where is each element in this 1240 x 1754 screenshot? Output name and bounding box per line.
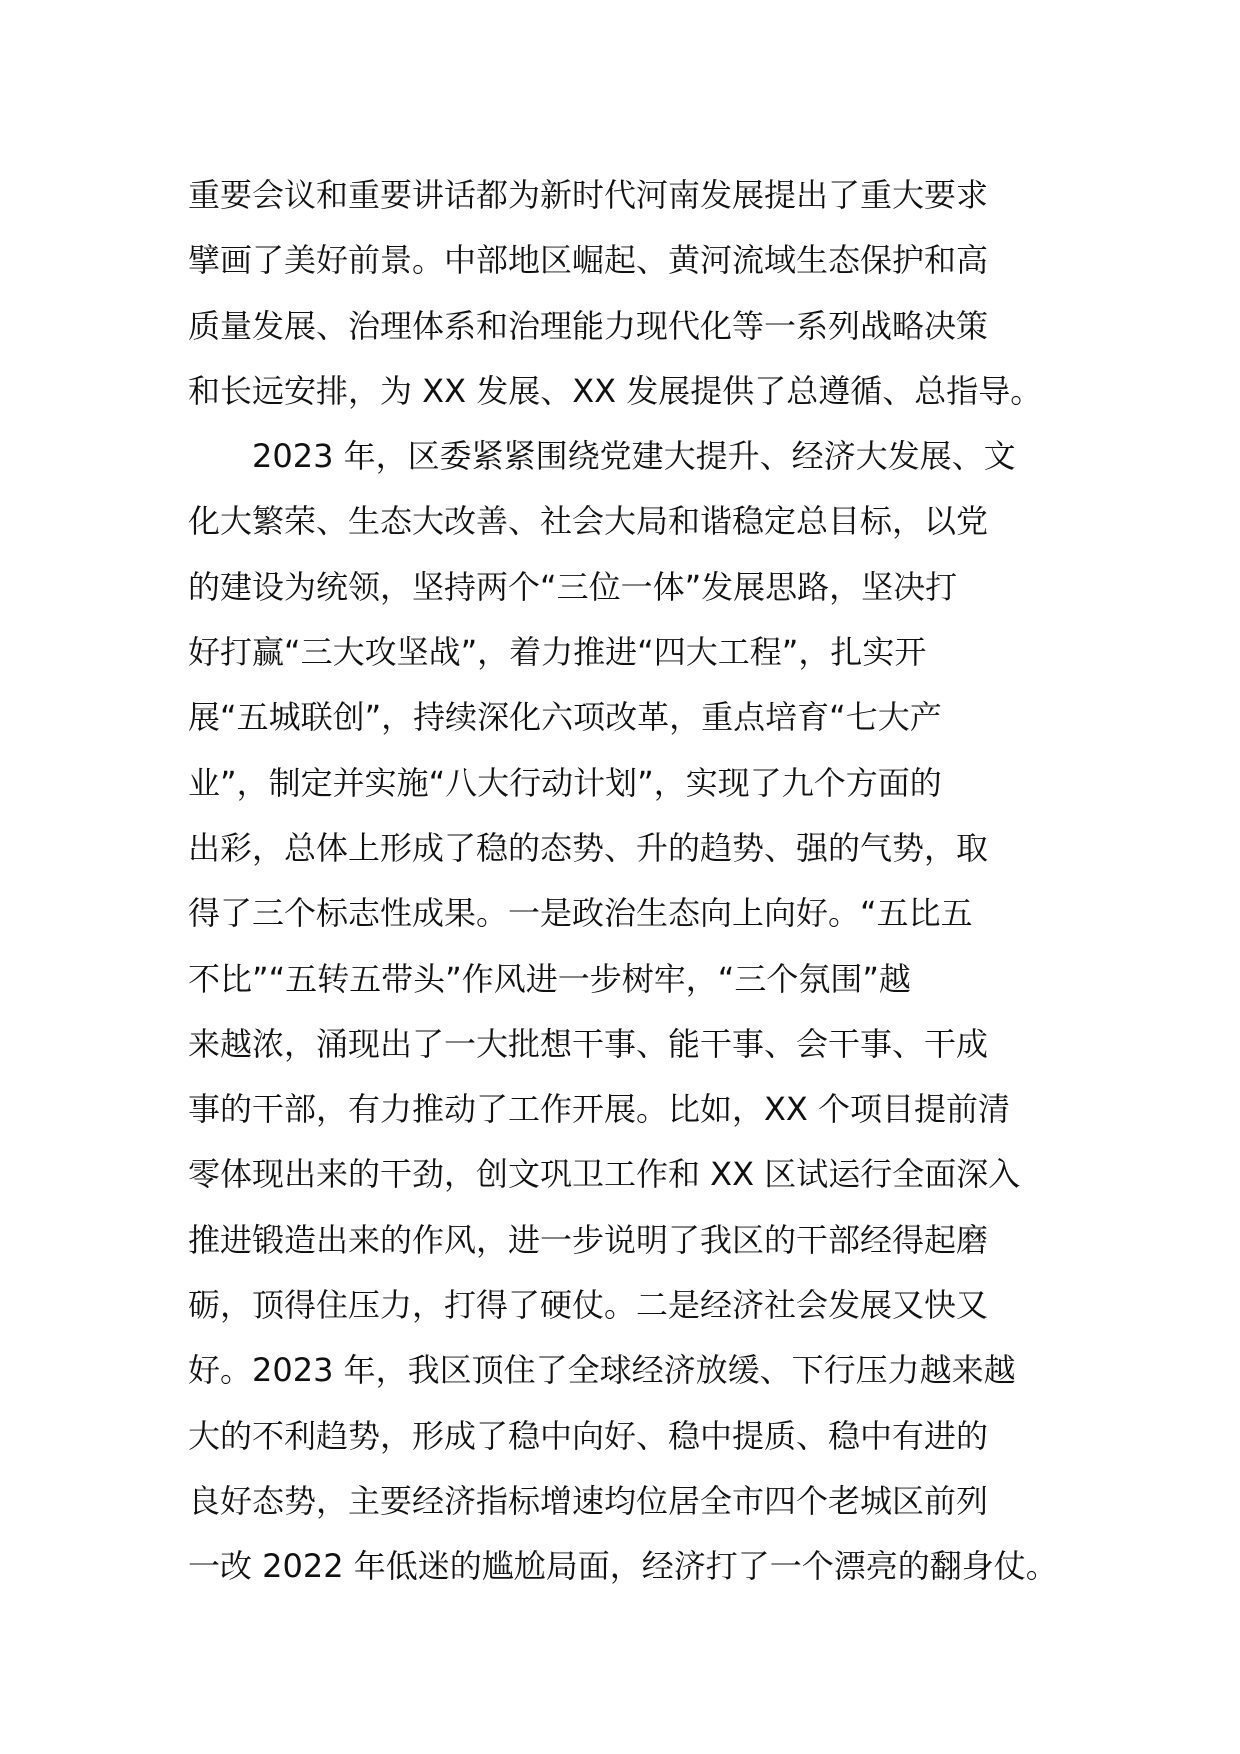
text-line: 零体现出来的干劲，创文巩卫工作和 XX 区试运行全面深入	[188, 1155, 1021, 1194]
text-line: 化大繁荣、生态大改善、社会大局和谐稳定总目标，以党	[188, 502, 989, 541]
text-line: 出彩，总体上形成了稳的态势、升的趋势、强的气势，取	[188, 828, 989, 867]
text-line: 推进锻造出来的作风，进一步说明了我区的干部经得起磨	[188, 1220, 989, 1259]
text-line: 和长远安排，为 XX 发展、XX 发展提供了总遵循、总指导。	[188, 371, 1043, 410]
text-line: 砺，顶得住压力，打得了硬仗。二是经济社会发展又快又	[188, 1286, 989, 1325]
text-line: 好打赢“三大攻坚战”，着力推进“四大工程”，扎实开	[188, 633, 927, 672]
text-line: 大的不利趋势，形成了稳中向好、稳中提质、稳中有进的	[188, 1416, 989, 1455]
text-line: 一改 2022 年低迷的尴尬局面，经济打了一个漂亮的翻身仗。	[188, 1547, 1058, 1586]
text-line: 业”，制定并实施“八大行动计划”，实现了九个方面的	[188, 763, 942, 802]
text-line: 质量发展、治理体系和治理能力现代化等一系列战略决策	[188, 306, 989, 345]
paragraph-first-line: 2023 年，区委紧紧围绕党建大提升、经济大发展、文	[252, 437, 1016, 476]
document-body	[188, 163, 1068, 1600]
text-line: 擘画了美好前景。中部地区崛起、黄河流域生态保护和高	[188, 241, 989, 280]
text-line: 不比”“五转五带头”作风进一步树牢，“三个氛围”越	[188, 959, 911, 998]
text-line: 良好态势，主要经济指标增速均位居全市四个老城区前列	[188, 1481, 989, 1520]
text-line: 展“五城联创”，持续深化六项改革，重点培育“七大产	[188, 698, 942, 737]
text-line: 重要会议和重要讲话都为新时代河南发展提出了重大要求	[188, 176, 989, 214]
text-line: 的建设为统领，坚持两个“三位一体”发展思路，坚决打	[188, 567, 958, 606]
text-line: 来越浓，涌现出了一大批想干事、能干事、会干事、干成	[188, 1024, 989, 1063]
text-line: 好。2023 年，我区顶住了全球经济放缓、下行压力越来越	[188, 1351, 1016, 1390]
text-line: 得了三个标志性成果。一是政治生态向上向好。“五比五	[188, 894, 973, 933]
text-line: 事的干部，有力推动了工作开展。比如，XX 个项目提前清	[188, 1090, 1011, 1129]
